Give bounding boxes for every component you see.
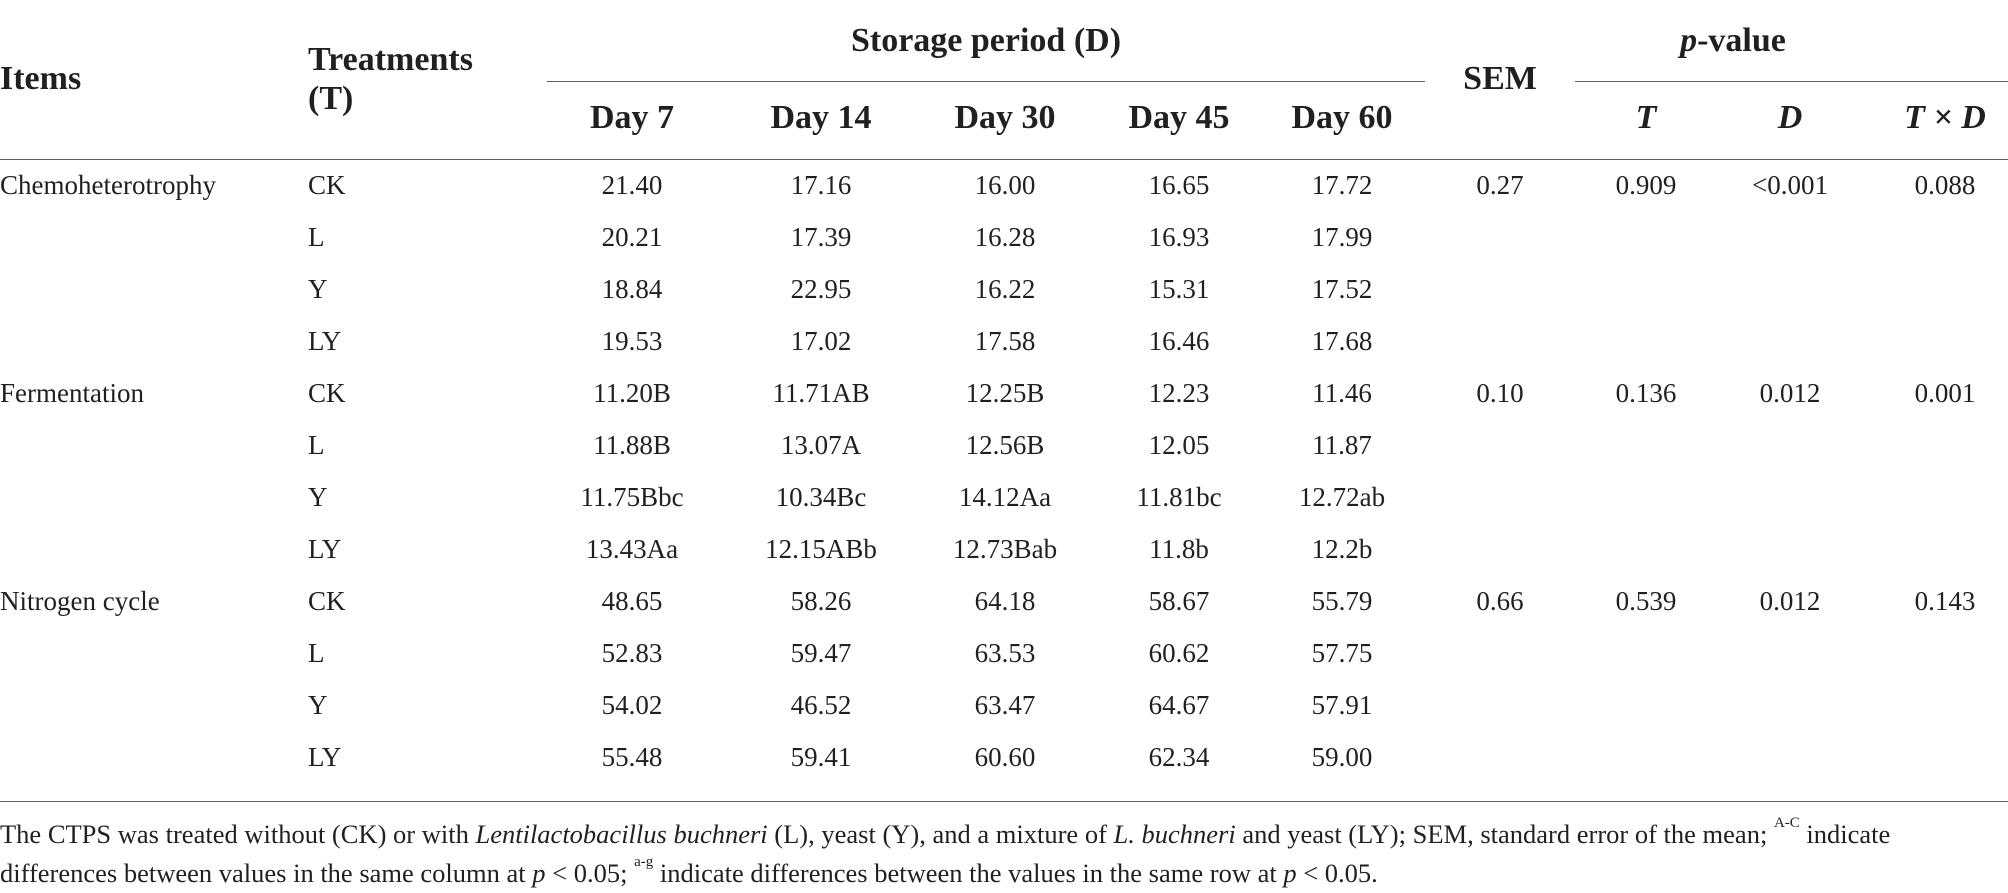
header-day-14: Day 14 [770,99,872,136]
header-p-value [1680,21,1786,61]
table-cell-value: 12.05 [1148,430,1210,460]
table-cell-value: 17.16 [790,170,852,200]
header-p-txd [1904,98,1986,138]
p-value-t: 0.136 [1615,378,1677,408]
table-cell-value: 58.67 [1148,586,1210,616]
table-cell-value: 12.15ABb [765,534,877,564]
table-cell-value: 18.84 [601,274,663,304]
table-cell-value: 16.46 [1148,326,1210,356]
table-bottom-rule [0,801,2008,802]
header-p-t-label: T [1635,99,1657,136]
table-cell-value: 63.53 [974,638,1036,668]
treatment-label: Y [308,482,328,512]
table-cell-value: 11.81bc [1136,482,1222,512]
table-cell-value: 17.99 [1311,222,1373,252]
treatment-label: Y [308,274,328,304]
table-cell-value: 21.40 [601,170,663,200]
header-p-d-label: D [1777,99,1803,136]
footnote-p-italic-1: p [532,858,546,888]
header-sem: SEM [1463,60,1537,97]
table-footnote [0,815,1930,893]
header-treatments-line2: (T) [308,80,354,117]
footnote-text-6: indicate differences between the values in the same row at [653,858,1284,888]
table-cell-value: 17.39 [790,222,852,252]
table-cell-value: 11.75Bbc [580,482,684,512]
header-p-d [1778,98,1803,138]
table-cell-value: 15.31 [1148,274,1210,304]
footnote-superscript-lowercase: a-g [634,854,654,870]
footnote-species-full: Lentilactobacillus buchneri [475,819,768,849]
table-cell-value: 11.88B [593,430,671,460]
table-cell-value: 60.60 [974,742,1036,772]
footnote-p-italic-2: p [1283,858,1297,888]
p-value-t: 0.909 [1615,170,1677,200]
table-cell-value: 11.46 [1312,378,1372,408]
table-cell-value: 11.20B [593,378,671,408]
footnote-text-4: indicate differences between values in the same column at [0,819,1891,888]
table-cell-value: 52.83 [601,638,663,668]
table-cell-value: 11.8b [1149,534,1209,564]
table-cell-value: 57.91 [1311,690,1373,720]
table-cell-value: 63.47 [974,690,1036,720]
table-cell-value: 16.93 [1148,222,1210,252]
header-items: Items [0,60,82,97]
sem-value: 0.66 [1476,586,1524,616]
footnote-text-5: < 0.05; [545,858,635,888]
table-cell-value: 16.22 [974,274,1036,304]
table-cell-value: 10.34Bc [775,482,867,512]
p-value-d: 0.012 [1759,378,1821,408]
treatment-label: LY [308,534,342,564]
table-cell-value: 59.41 [790,742,852,772]
treatment-label: L [308,638,325,668]
table-cell-value: 59.47 [790,638,852,668]
sem-value: 0.27 [1476,170,1524,200]
table-cell-value: 22.95 [790,274,852,304]
header-day-60: Day 60 [1291,99,1393,136]
table-cell-value: 60.62 [1148,638,1210,668]
table-cell-value: 11.87 [1312,430,1372,460]
table-cell-value: 16.28 [974,222,1036,252]
header-p-t [1636,98,1657,138]
header-bottom-rule [0,159,2008,160]
table-cell-value: 12.72ab [1298,482,1386,512]
table-cell-value: 17.68 [1311,326,1373,356]
header-p-italic: p [1680,22,1698,59]
item-label: Fermentation [0,378,144,408]
table-cell-value: 17.02 [790,326,852,356]
table-cell-value: 12.56B [965,430,1045,460]
header-p-txd-label: T × D [1904,99,1986,136]
table-cell-value: 59.00 [1311,742,1373,772]
table-cell-value: 54.02 [601,690,663,720]
treatment-label: CK [308,170,346,200]
table-cell-value: 17.52 [1311,274,1373,304]
table-cell-value: 55.48 [601,742,663,772]
table-cell-value: 19.53 [601,326,663,356]
table-cell-value: 64.67 [1148,690,1210,720]
header-day-45: Day 45 [1128,99,1230,136]
treatment-label: LY [308,742,342,772]
treatment-label: CK [308,378,346,408]
treatment-label: L [308,222,325,252]
footnote-text-3: and yeast (LY); SEM, standard error of the mean; [1235,819,1774,849]
table-cell-value: 62.34 [1148,742,1210,772]
footnote-text-2: (L), yeast (Y), and a mixture of [767,819,1114,849]
table-cell-value: 46.52 [790,690,852,720]
footnote-superscript-uppercase: A-C [1773,815,1800,831]
table-cell-value: 16.00 [974,170,1036,200]
table-cell-value: 17.72 [1311,170,1373,200]
table-cell-value: 13.07A [780,430,862,460]
table-cell-value: 48.65 [601,586,663,616]
table-cell-value: 55.79 [1311,586,1373,616]
header-storage-period: Storage period (D) [850,22,1122,59]
table-cell-value: 64.18 [974,586,1036,616]
table-cell-value: 12.23 [1148,378,1210,408]
p-value-t: 0.539 [1615,586,1677,616]
table-cell-value: 12.2b [1311,534,1373,564]
p-value-txd: 0.001 [1914,378,1976,408]
treatment-label: LY [308,326,342,356]
table-cell-value: 12.25B [965,378,1045,408]
p-value-d: <0.001 [1752,170,1828,200]
table-cell-value: 57.75 [1311,638,1373,668]
header-p-rest: -value [1697,22,1786,59]
table-cell-value: 13.43Aa [585,534,679,564]
table-cell-value: 12.73Bab [952,534,1058,564]
storage-period-rule [547,81,1425,82]
item-label: Nitrogen cycle [0,586,160,616]
header-day-7: Day 7 [589,99,675,136]
footnote-text-7: < 0.05. [1296,858,1378,888]
footnote-text-1: The CTPS was treated without (CK) or with [0,819,476,849]
table-cell-value: 11.71AB [772,378,870,408]
header-day-30: Day 30 [954,99,1056,136]
p-value-txd: 0.088 [1914,170,1976,200]
sem-value: 0.10 [1476,378,1524,408]
treatment-label: Y [308,690,328,720]
treatment-label: CK [308,586,346,616]
p-value-txd: 0.143 [1914,586,1976,616]
p-value-d: 0.012 [1759,586,1821,616]
table-cell-value: 20.21 [601,222,663,252]
table-cell-value: 14.12Aa [958,482,1052,512]
table-cell-value: 58.26 [790,586,852,616]
table-cell-value: 17.58 [974,326,1036,356]
p-value-rule [1575,81,2008,82]
item-label: Chemoheterotrophy [0,170,216,200]
treatment-label: L [308,430,325,460]
table-cell-value: 16.65 [1148,170,1210,200]
header-treatments-line1: Treatments [308,41,473,78]
footnote-species-short: L. buchneri [1113,819,1236,849]
